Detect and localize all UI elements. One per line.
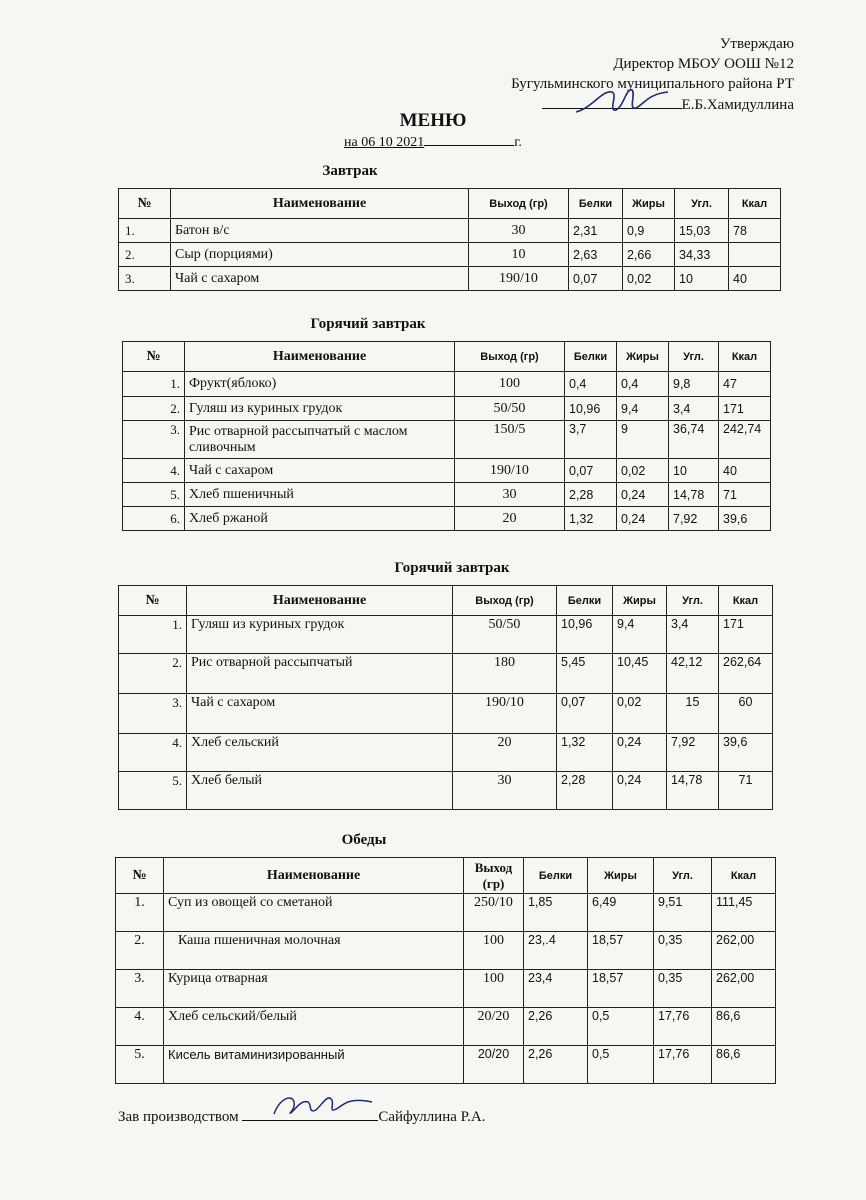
cell-fat: 9: [617, 421, 669, 459]
cell-number: 5.: [119, 772, 187, 810]
table-header: [119, 586, 773, 616]
approve-label: Утверждаю: [719, 36, 794, 52]
cell-yield: 100: [464, 970, 524, 1008]
col-protein: Белки: [524, 858, 588, 894]
table-row: [119, 654, 773, 694]
cell-name: Каша пшеничная молочная: [164, 932, 464, 970]
cell-yield: 20/20: [464, 1046, 524, 1084]
cell-name: Батон в/с: [171, 219, 469, 243]
col-yield: Выход (гр): [455, 342, 565, 372]
cell-name: Чай с сахаром: [185, 459, 455, 483]
cell-fat: 9,4: [617, 397, 669, 421]
table-row: [116, 1046, 776, 1084]
col-kcal: Ккал: [719, 342, 771, 372]
col-protein: Белки: [565, 342, 617, 372]
cell-kcal: 242,74: [719, 421, 771, 459]
cell-fat: 2,66: [623, 243, 675, 267]
cell-carbs: 42,12: [667, 654, 719, 694]
table-row: [123, 459, 771, 483]
cell-yield: 30: [469, 219, 569, 243]
cell-number: 2.: [119, 654, 187, 694]
cell-fat: 10,45: [613, 654, 667, 694]
col-yield: Выход (гр): [469, 189, 569, 219]
cell-kcal: 71: [719, 772, 773, 810]
cell-protein: 2,26: [524, 1008, 588, 1046]
col-name: Наименование: [164, 858, 464, 894]
cell-kcal: 40: [719, 459, 771, 483]
cell-fat: 18,57: [588, 970, 654, 1008]
cell-carbs: 9,51: [654, 894, 712, 932]
table-header: [116, 858, 776, 894]
cell-fat: 0,5: [588, 1008, 654, 1046]
cell-fat: 0,24: [613, 772, 667, 810]
table-row: [123, 372, 771, 397]
cell-fat: 0,02: [613, 694, 667, 734]
col-name: Наименование: [171, 189, 469, 219]
cell-fat: 0,4: [617, 372, 669, 397]
section-title-hot-breakfast-1: Горячий завтрак: [310, 316, 426, 332]
cell-name: Хлеб сельский: [187, 734, 453, 772]
cell-fat: 0,24: [613, 734, 667, 772]
cell-carbs: 3,4: [667, 616, 719, 654]
table-row: [119, 734, 773, 772]
cell-number: 4.: [116, 1008, 164, 1046]
cell-yield: 50/50: [455, 397, 565, 421]
cell-carbs: 7,92: [669, 507, 719, 531]
footer-label: Зав производством: [118, 1109, 239, 1125]
table-row: [116, 894, 776, 932]
date-suffix: г.: [514, 135, 522, 150]
cell-name: Фрукт(яблоко): [185, 372, 455, 397]
table-row: [123, 421, 771, 459]
cell-carbs: 17,76: [654, 1046, 712, 1084]
cell-kcal: 171: [719, 397, 771, 421]
col-carbs: Угл.: [654, 858, 712, 894]
cell-protein: 0,07: [565, 459, 617, 483]
cell-kcal: 47: [719, 372, 771, 397]
cell-carbs: 36,74: [669, 421, 719, 459]
cell-kcal: 39,6: [719, 507, 771, 531]
cell-name: Хлеб ржаной: [185, 507, 455, 531]
col-yield: Выход (гр): [464, 858, 524, 894]
cell-protein: 0,4: [565, 372, 617, 397]
cell-fat: 18,57: [588, 932, 654, 970]
cell-name: Хлеб пшеничный: [185, 483, 455, 507]
cell-yield: 50/50: [453, 616, 557, 654]
cell-number: 1.: [119, 616, 187, 654]
cell-kcal: 60: [719, 694, 773, 734]
cell-protein: 10,96: [565, 397, 617, 421]
production-signature: [268, 1088, 378, 1124]
cell-kcal: 262,00: [712, 932, 776, 970]
cell-carbs: 7,92: [667, 734, 719, 772]
cell-protein: 2,28: [565, 483, 617, 507]
cell-kcal: 262,00: [712, 970, 776, 1008]
cell-number: 1.: [119, 219, 171, 243]
cell-yield: 10: [469, 243, 569, 267]
col-kcal: Ккал: [719, 586, 773, 616]
cell-carbs: 10: [669, 459, 719, 483]
table-row: [119, 267, 781, 291]
cell-fat: 6,49: [588, 894, 654, 932]
cell-number: 5.: [123, 483, 185, 507]
cell-carbs: 14,78: [669, 483, 719, 507]
table-breakfast: [118, 188, 781, 291]
col-name: Наименование: [187, 586, 453, 616]
cell-protein: 1,85: [524, 894, 588, 932]
cell-number: 3.: [116, 970, 164, 1008]
table-header: [123, 342, 771, 372]
table-hot-breakfast-1: [122, 341, 771, 531]
cell-fat: 0,02: [623, 267, 675, 291]
col-carbs: Угл.: [667, 586, 719, 616]
cell-name: Чай с сахаром: [187, 694, 453, 734]
cell-number: 4.: [119, 734, 187, 772]
col-number: №: [119, 189, 171, 219]
director-title: Директор МБОУ ООШ №12: [613, 56, 794, 72]
col-yield: Выход (гр): [453, 586, 557, 616]
cell-protein: 2,31: [569, 219, 623, 243]
cell-protein: 10,96: [557, 616, 613, 654]
table-row: [116, 1008, 776, 1046]
cell-carbs: 17,76: [654, 1008, 712, 1046]
cell-yield: 180: [453, 654, 557, 694]
cell-fat: 0,5: [588, 1046, 654, 1084]
cell-protein: 1,32: [557, 734, 613, 772]
cell-fat: 9,4: [613, 616, 667, 654]
cell-yield: 100: [464, 932, 524, 970]
col-fat: Жиры: [623, 189, 675, 219]
cell-number: 2.: [123, 397, 185, 421]
table-header: [119, 189, 781, 219]
col-number: №: [116, 858, 164, 894]
table-row: [123, 483, 771, 507]
menu-date: [0, 133, 866, 151]
date-value: на 06 10 2021: [344, 135, 425, 150]
cell-name: Хлеб сельский/белый: [164, 1008, 464, 1046]
cell-yield: 100: [455, 372, 565, 397]
table-row: [123, 397, 771, 421]
table-row: [119, 243, 781, 267]
cell-kcal: [729, 243, 781, 267]
cell-number: 2.: [116, 932, 164, 970]
page-title: МЕНЮ: [399, 110, 467, 131]
cell-carbs: 0,35: [654, 932, 712, 970]
cell-number: 3.: [123, 421, 185, 459]
cell-protein: 1,32: [565, 507, 617, 531]
cell-name: Чай с сахаром: [171, 267, 469, 291]
cell-carbs: 14,78: [667, 772, 719, 810]
cell-protein: 3,7: [565, 421, 617, 459]
cell-protein: 2,63: [569, 243, 623, 267]
cell-name: Гуляш из куриных грудок: [187, 616, 453, 654]
cell-number: 4.: [123, 459, 185, 483]
cell-protein: 0,07: [569, 267, 623, 291]
director-name: Е.Б.Хамидуллина: [681, 97, 794, 113]
cell-fat: 0,9: [623, 219, 675, 243]
cell-yield: 190/10: [453, 694, 557, 734]
cell-yield: 30: [453, 772, 557, 810]
section-title-breakfast: Завтрак: [322, 163, 378, 179]
col-carbs: Угл.: [669, 342, 719, 372]
table-row: [116, 932, 776, 970]
table-row: [119, 772, 773, 810]
cell-protein: 2,28: [557, 772, 613, 810]
cell-name: Курица отварная: [164, 970, 464, 1008]
col-fat: Жиры: [617, 342, 669, 372]
cell-carbs: 9,8: [669, 372, 719, 397]
cell-yield: 30: [455, 483, 565, 507]
col-number: №: [123, 342, 185, 372]
cell-kcal: 78: [729, 219, 781, 243]
cell-yield: 20: [453, 734, 557, 772]
cell-kcal: 71: [719, 483, 771, 507]
col-kcal: Ккал: [729, 189, 781, 219]
col-carbs: Угл.: [675, 189, 729, 219]
cell-carbs: 34,33: [675, 243, 729, 267]
col-fat: Жиры: [613, 586, 667, 616]
col-number: №: [119, 586, 187, 616]
cell-name: Сыр (порциями): [171, 243, 469, 267]
cell-carbs: 10: [675, 267, 729, 291]
col-kcal: Ккал: [712, 858, 776, 894]
cell-kcal: 40: [729, 267, 781, 291]
cell-protein: 23,4: [524, 970, 588, 1008]
cell-yield: 250/10: [464, 894, 524, 932]
cell-name: Рис отварной рассыпчатый: [187, 654, 453, 694]
col-name: Наименование: [185, 342, 455, 372]
cell-protein: 2,26: [524, 1046, 588, 1084]
col-protein: Белки: [557, 586, 613, 616]
cell-name: Кисель витаминизированный: [164, 1046, 464, 1084]
cell-kcal: 39,6: [719, 734, 773, 772]
cell-number: 3.: [119, 267, 171, 291]
cell-kcal: 111,45: [712, 894, 776, 932]
district-name: Бугульминского муниципального района РТ: [511, 76, 794, 92]
cell-kcal: 262,64: [719, 654, 773, 694]
table-row: [119, 616, 773, 654]
footer-name: Сайфуллина Р.А.: [378, 1109, 486, 1125]
cell-number: 2.: [119, 243, 171, 267]
col-protein: Белки: [569, 189, 623, 219]
cell-fat: 0,24: [617, 507, 669, 531]
cell-kcal: 171: [719, 616, 773, 654]
table-row: [123, 507, 771, 531]
cell-name: Рис отварной рассыпчатый с маслом сливочным: [185, 421, 455, 459]
cell-carbs: 0,35: [654, 970, 712, 1008]
col-fat: Жиры: [588, 858, 654, 894]
table-row: [116, 970, 776, 1008]
section-title-lunch: Обеды: [341, 832, 387, 848]
cell-number: 1.: [116, 894, 164, 932]
cell-protein: 5,45: [557, 654, 613, 694]
cell-yield: 20/20: [464, 1008, 524, 1046]
cell-carbs: 15,03: [675, 219, 729, 243]
cell-fat: 0,24: [617, 483, 669, 507]
cell-yield: 20: [455, 507, 565, 531]
cell-yield: 150/5: [455, 421, 565, 459]
cell-carbs: 15: [667, 694, 719, 734]
cell-protein: 0,07: [557, 694, 613, 734]
cell-yield: 190/10: [455, 459, 565, 483]
cell-kcal: 86,6: [712, 1008, 776, 1046]
table-lunch: [115, 857, 776, 1084]
cell-number: 3.: [119, 694, 187, 734]
cell-number: 5.: [116, 1046, 164, 1084]
table-row: [119, 694, 773, 734]
cell-name: Суп из овощей со сметаной: [164, 894, 464, 932]
cell-fat: 0,02: [617, 459, 669, 483]
cell-carbs: 3,4: [669, 397, 719, 421]
cell-kcal: 86,6: [712, 1046, 776, 1084]
table-row: [119, 219, 781, 243]
cell-name: Хлеб белый: [187, 772, 453, 810]
cell-number: 1.: [123, 372, 185, 397]
cell-yield: 190/10: [469, 267, 569, 291]
table-hot-breakfast-2: [118, 585, 773, 810]
cell-name: Гуляш из куриных грудок: [185, 397, 455, 421]
cell-number: 6.: [123, 507, 185, 531]
section-title-hot-breakfast-2: Горячий завтрак: [394, 560, 510, 576]
cell-protein: 23,.4: [524, 932, 588, 970]
